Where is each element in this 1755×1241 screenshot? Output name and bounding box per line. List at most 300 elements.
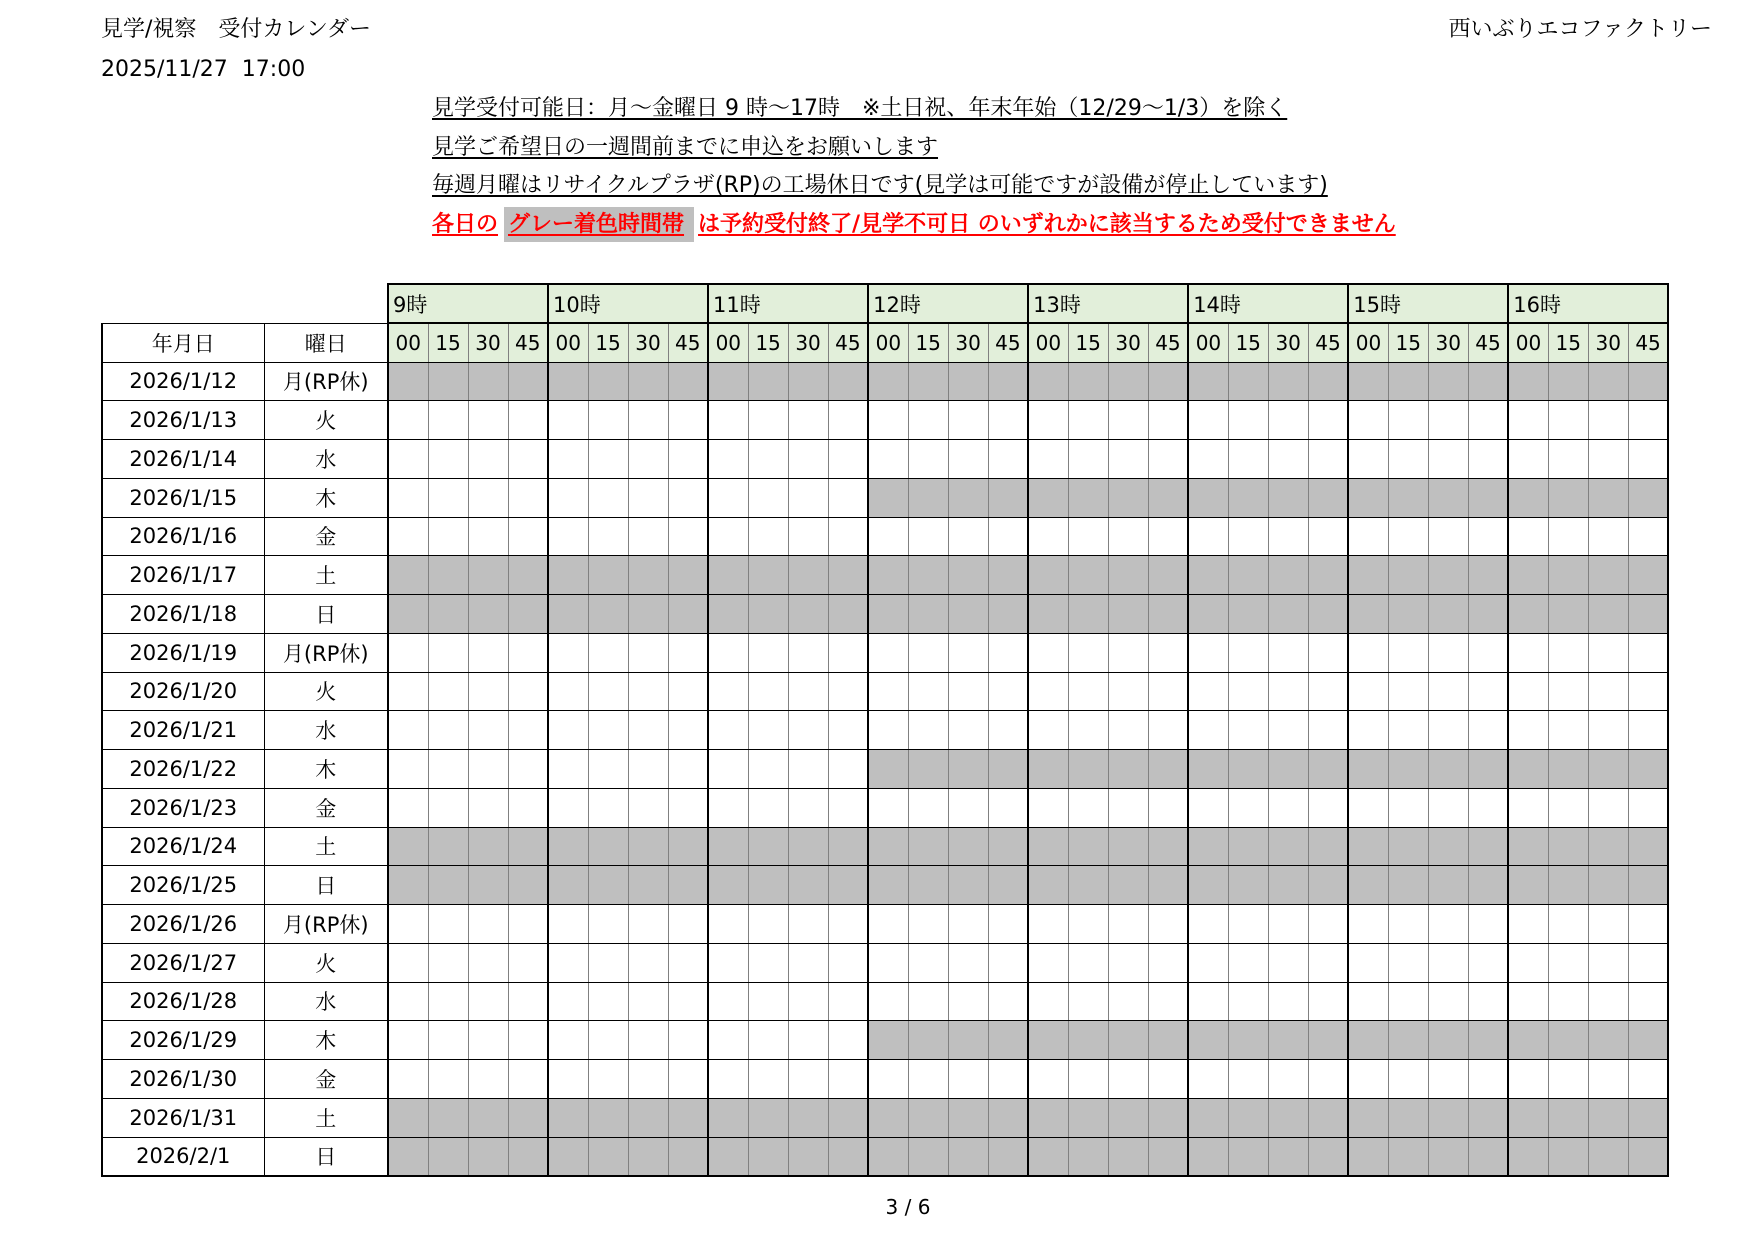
open-time-slot bbox=[948, 982, 988, 1021]
closed-time-slot bbox=[1068, 478, 1108, 517]
closed-time-slot bbox=[1428, 478, 1468, 517]
closed-time-slot bbox=[588, 556, 628, 595]
open-time-slot bbox=[1148, 672, 1188, 711]
open-time-slot bbox=[868, 982, 908, 1021]
closed-time-slot bbox=[1308, 866, 1348, 905]
closed-time-slot bbox=[1188, 1098, 1228, 1137]
closed-time-slot bbox=[1228, 1021, 1268, 1060]
open-time-slot bbox=[828, 905, 868, 944]
closed-time-slot bbox=[788, 1098, 828, 1137]
closed-time-slot bbox=[1148, 750, 1188, 789]
open-time-slot bbox=[748, 633, 788, 672]
open-time-slot bbox=[388, 711, 428, 750]
closed-time-slot bbox=[1588, 1021, 1628, 1060]
open-time-slot bbox=[1468, 517, 1508, 556]
open-time-slot bbox=[1308, 633, 1348, 672]
hour-header: 10時 bbox=[548, 284, 708, 323]
open-time-slot bbox=[668, 905, 708, 944]
closed-time-slot bbox=[1548, 827, 1588, 866]
open-time-slot bbox=[988, 517, 1028, 556]
closed-time-slot bbox=[1388, 827, 1428, 866]
header-spacer bbox=[102, 284, 388, 323]
closed-time-slot bbox=[668, 556, 708, 595]
open-time-slot bbox=[668, 478, 708, 517]
closed-time-slot bbox=[388, 595, 428, 634]
closed-time-slot bbox=[948, 1137, 988, 1176]
open-time-slot bbox=[1588, 633, 1628, 672]
open-time-slot bbox=[508, 905, 548, 944]
notice-line-rp-holiday: 毎週月曜はリサイクルプラザ(RP)の工場休日です(見学は可能ですが設備が停止しています) bbox=[432, 173, 1328, 199]
open-time-slot bbox=[908, 982, 948, 1021]
closed-time-slot bbox=[548, 1098, 588, 1137]
open-time-slot bbox=[748, 1021, 788, 1060]
closed-time-slot bbox=[868, 1137, 908, 1176]
open-time-slot bbox=[468, 788, 508, 827]
open-time-slot bbox=[948, 672, 988, 711]
open-time-slot bbox=[588, 633, 628, 672]
closed-time-slot bbox=[1588, 866, 1628, 905]
open-time-slot bbox=[388, 478, 428, 517]
closed-time-slot bbox=[1628, 1021, 1668, 1060]
open-time-slot bbox=[1228, 788, 1268, 827]
minute-header: 45 bbox=[1628, 323, 1668, 362]
open-time-slot bbox=[868, 905, 908, 944]
date-cell: 2026/1/14 bbox=[102, 440, 264, 479]
open-time-slot bbox=[588, 401, 628, 440]
closed-time-slot bbox=[1188, 362, 1228, 401]
minute-header: 00 bbox=[868, 323, 908, 362]
closed-time-slot bbox=[1548, 556, 1588, 595]
open-time-slot bbox=[468, 517, 508, 556]
open-time-slot bbox=[1148, 943, 1188, 982]
open-time-slot bbox=[748, 672, 788, 711]
closed-time-slot bbox=[868, 866, 908, 905]
open-time-slot bbox=[1188, 943, 1228, 982]
open-time-slot bbox=[1348, 440, 1388, 479]
calendar-row bbox=[102, 1137, 1668, 1176]
reservation-calendar-table bbox=[101, 283, 1669, 1177]
open-time-slot bbox=[1068, 517, 1108, 556]
open-time-slot bbox=[508, 633, 548, 672]
closed-time-slot bbox=[988, 1137, 1028, 1176]
calendar-row bbox=[102, 711, 1668, 750]
weekday-cell: 土 bbox=[264, 556, 388, 595]
open-time-slot bbox=[988, 672, 1028, 711]
closed-time-slot bbox=[1508, 556, 1548, 595]
open-time-slot bbox=[508, 750, 548, 789]
weekday-cell: 火 bbox=[264, 401, 388, 440]
closed-time-slot bbox=[948, 1098, 988, 1137]
closed-time-slot bbox=[1468, 866, 1508, 905]
open-time-slot bbox=[388, 1021, 428, 1060]
minute-header: 15 bbox=[1548, 323, 1588, 362]
open-time-slot bbox=[868, 633, 908, 672]
weekday-cell: 月(RP休) bbox=[264, 905, 388, 944]
open-time-slot bbox=[1268, 943, 1308, 982]
closed-time-slot bbox=[1548, 866, 1588, 905]
open-time-slot bbox=[788, 633, 828, 672]
open-time-slot bbox=[1508, 440, 1548, 479]
open-time-slot bbox=[668, 711, 708, 750]
minute-header: 00 bbox=[1348, 323, 1388, 362]
grey-highlight-label: グレー着色時間帯 bbox=[504, 207, 694, 242]
open-time-slot bbox=[908, 517, 948, 556]
hour-header: 12時 bbox=[868, 284, 1028, 323]
closed-time-slot bbox=[908, 362, 948, 401]
open-time-slot bbox=[828, 478, 868, 517]
open-time-slot bbox=[1628, 982, 1668, 1021]
open-time-slot bbox=[1308, 905, 1348, 944]
open-time-slot bbox=[388, 788, 428, 827]
closed-time-slot bbox=[628, 556, 668, 595]
closed-time-slot bbox=[1108, 1137, 1148, 1176]
open-time-slot bbox=[1348, 788, 1388, 827]
open-time-slot bbox=[988, 633, 1028, 672]
open-time-slot bbox=[668, 633, 708, 672]
minute-header: 15 bbox=[1068, 323, 1108, 362]
open-time-slot bbox=[908, 633, 948, 672]
open-time-slot bbox=[908, 1060, 948, 1099]
open-time-slot bbox=[1428, 905, 1468, 944]
open-time-slot bbox=[1068, 905, 1108, 944]
closed-time-slot bbox=[908, 595, 948, 634]
closed-time-slot bbox=[628, 866, 668, 905]
open-time-slot bbox=[1028, 401, 1068, 440]
hour-header: 16時 bbox=[1508, 284, 1668, 323]
closed-time-slot bbox=[468, 827, 508, 866]
closed-time-slot bbox=[1188, 866, 1228, 905]
closed-time-slot bbox=[868, 750, 908, 789]
open-time-slot bbox=[1308, 788, 1348, 827]
closed-time-slot bbox=[1108, 478, 1148, 517]
closed-time-slot bbox=[1348, 595, 1388, 634]
calendar-row bbox=[102, 556, 1668, 595]
closed-time-slot bbox=[1068, 1098, 1108, 1137]
weekday-cell: 木 bbox=[264, 1021, 388, 1060]
open-time-slot bbox=[1428, 440, 1468, 479]
open-time-slot bbox=[468, 672, 508, 711]
closed-time-slot bbox=[1108, 866, 1148, 905]
open-time-slot bbox=[1028, 943, 1068, 982]
open-time-slot bbox=[548, 672, 588, 711]
open-time-slot bbox=[388, 517, 428, 556]
open-time-slot bbox=[388, 1060, 428, 1099]
open-time-slot bbox=[1508, 788, 1548, 827]
closed-time-slot bbox=[748, 827, 788, 866]
open-time-slot bbox=[1468, 982, 1508, 1021]
open-time-slot bbox=[1148, 905, 1188, 944]
open-time-slot bbox=[1348, 401, 1388, 440]
calendar-row bbox=[102, 672, 1668, 711]
open-time-slot bbox=[1348, 1060, 1388, 1099]
open-time-slot bbox=[788, 478, 828, 517]
open-time-slot bbox=[748, 982, 788, 1021]
open-time-slot bbox=[708, 478, 748, 517]
open-time-slot bbox=[788, 1060, 828, 1099]
open-time-slot bbox=[1228, 982, 1268, 1021]
closed-time-slot bbox=[668, 827, 708, 866]
open-time-slot bbox=[828, 1021, 868, 1060]
open-time-slot bbox=[1028, 672, 1068, 711]
open-time-slot bbox=[1268, 905, 1308, 944]
open-time-slot bbox=[1428, 711, 1468, 750]
open-time-slot bbox=[748, 440, 788, 479]
open-time-slot bbox=[1188, 401, 1228, 440]
closed-time-slot bbox=[1428, 1021, 1468, 1060]
open-time-slot bbox=[788, 750, 828, 789]
open-time-slot bbox=[588, 943, 628, 982]
closed-time-slot bbox=[1028, 362, 1068, 401]
open-time-slot bbox=[548, 905, 588, 944]
open-time-slot bbox=[668, 401, 708, 440]
open-time-slot bbox=[468, 1060, 508, 1099]
open-time-slot bbox=[1508, 711, 1548, 750]
closed-time-slot bbox=[1188, 1137, 1228, 1176]
open-time-slot bbox=[508, 401, 548, 440]
open-time-slot bbox=[1348, 711, 1388, 750]
closed-time-slot bbox=[1148, 478, 1188, 517]
weekday-cell: 火 bbox=[264, 943, 388, 982]
open-time-slot bbox=[508, 517, 548, 556]
closed-time-slot bbox=[1148, 1137, 1188, 1176]
open-time-slot bbox=[748, 788, 788, 827]
open-time-slot bbox=[1188, 711, 1228, 750]
open-time-slot bbox=[1228, 1060, 1268, 1099]
warning-prefix: 各日の bbox=[432, 212, 499, 238]
calendar-row bbox=[102, 478, 1668, 517]
closed-time-slot bbox=[1468, 827, 1508, 866]
date-cell: 2026/1/13 bbox=[102, 401, 264, 440]
weekday-column-header: 曜日 bbox=[264, 323, 388, 362]
open-time-slot bbox=[788, 672, 828, 711]
date-cell: 2026/1/21 bbox=[102, 711, 264, 750]
open-time-slot bbox=[908, 672, 948, 711]
minute-header: 30 bbox=[468, 323, 508, 362]
closed-time-slot bbox=[1028, 750, 1068, 789]
open-time-slot bbox=[1268, 982, 1308, 1021]
closed-time-slot bbox=[1028, 1137, 1068, 1176]
closed-time-slot bbox=[908, 478, 948, 517]
closed-time-slot bbox=[1268, 827, 1308, 866]
open-time-slot bbox=[1388, 788, 1428, 827]
open-time-slot bbox=[1548, 440, 1588, 479]
closed-time-slot bbox=[1388, 478, 1428, 517]
open-time-slot bbox=[668, 517, 708, 556]
open-time-slot bbox=[1228, 440, 1268, 479]
open-time-slot bbox=[1588, 1060, 1628, 1099]
open-time-slot bbox=[388, 633, 428, 672]
calendar-row bbox=[102, 440, 1668, 479]
open-time-slot bbox=[628, 943, 668, 982]
closed-time-slot bbox=[1108, 1098, 1148, 1137]
closed-time-slot bbox=[628, 1098, 668, 1137]
closed-time-slot bbox=[1028, 1021, 1068, 1060]
closed-time-slot bbox=[1388, 595, 1428, 634]
open-time-slot bbox=[1428, 401, 1468, 440]
open-time-slot bbox=[1028, 788, 1068, 827]
closed-time-slot bbox=[1348, 478, 1388, 517]
closed-time-slot bbox=[628, 1137, 668, 1176]
open-time-slot bbox=[468, 1021, 508, 1060]
open-time-slot bbox=[1588, 440, 1628, 479]
closed-time-slot bbox=[428, 362, 468, 401]
open-time-slot bbox=[1628, 517, 1668, 556]
minute-header: 15 bbox=[1228, 323, 1268, 362]
closed-time-slot bbox=[428, 866, 468, 905]
closed-time-slot bbox=[1148, 1021, 1188, 1060]
open-time-slot bbox=[1268, 672, 1308, 711]
open-time-slot bbox=[868, 1060, 908, 1099]
open-time-slot bbox=[1628, 633, 1668, 672]
column-header-row bbox=[102, 323, 1668, 362]
open-time-slot bbox=[428, 517, 468, 556]
open-time-slot bbox=[628, 478, 668, 517]
calendar-row bbox=[102, 982, 1668, 1021]
closed-time-slot bbox=[1268, 866, 1308, 905]
calendar-row bbox=[102, 362, 1668, 401]
open-time-slot bbox=[1068, 943, 1108, 982]
minute-header: 15 bbox=[908, 323, 948, 362]
minute-header: 30 bbox=[1108, 323, 1148, 362]
open-time-slot bbox=[1308, 401, 1348, 440]
open-time-slot bbox=[1388, 1060, 1428, 1099]
weekday-cell: 木 bbox=[264, 750, 388, 789]
closed-time-slot bbox=[1548, 1098, 1588, 1137]
calendar-row bbox=[102, 633, 1668, 672]
open-time-slot bbox=[1388, 982, 1428, 1021]
closed-time-slot bbox=[908, 1021, 948, 1060]
open-time-slot bbox=[1588, 943, 1628, 982]
date-cell: 2026/1/23 bbox=[102, 788, 264, 827]
open-time-slot bbox=[1388, 517, 1428, 556]
open-time-slot bbox=[548, 711, 588, 750]
date-column-header: 年月日 bbox=[102, 323, 264, 362]
open-time-slot bbox=[588, 478, 628, 517]
closed-time-slot bbox=[1588, 1098, 1628, 1137]
open-time-slot bbox=[668, 788, 708, 827]
calendar-row bbox=[102, 517, 1668, 556]
closed-time-slot bbox=[1588, 556, 1628, 595]
open-time-slot bbox=[1188, 788, 1228, 827]
closed-time-slot bbox=[1428, 556, 1468, 595]
open-time-slot bbox=[1028, 633, 1068, 672]
closed-time-slot bbox=[1388, 1021, 1428, 1060]
open-time-slot bbox=[1428, 672, 1468, 711]
closed-time-slot bbox=[388, 1137, 428, 1176]
closed-time-slot bbox=[1348, 556, 1388, 595]
open-time-slot bbox=[1388, 401, 1428, 440]
open-time-slot bbox=[788, 711, 828, 750]
open-time-slot bbox=[748, 517, 788, 556]
open-time-slot bbox=[1628, 711, 1668, 750]
calendar-row bbox=[102, 866, 1668, 905]
closed-time-slot bbox=[1388, 1137, 1428, 1176]
open-time-slot bbox=[1548, 633, 1588, 672]
open-time-slot bbox=[548, 633, 588, 672]
open-time-slot bbox=[708, 401, 748, 440]
open-time-slot bbox=[468, 401, 508, 440]
closed-time-slot bbox=[708, 1098, 748, 1137]
open-time-slot bbox=[428, 750, 468, 789]
open-time-slot bbox=[548, 478, 588, 517]
minute-header: 45 bbox=[1468, 323, 1508, 362]
closed-time-slot bbox=[508, 556, 548, 595]
open-time-slot bbox=[948, 943, 988, 982]
closed-time-slot bbox=[1628, 866, 1668, 905]
open-time-slot bbox=[1548, 1060, 1588, 1099]
open-time-slot bbox=[428, 478, 468, 517]
open-time-slot bbox=[1388, 440, 1428, 479]
open-time-slot bbox=[1108, 672, 1148, 711]
open-time-slot bbox=[388, 905, 428, 944]
open-time-slot bbox=[988, 943, 1028, 982]
open-time-slot bbox=[948, 440, 988, 479]
open-time-slot bbox=[708, 1021, 748, 1060]
closed-time-slot bbox=[1628, 750, 1668, 789]
closed-time-slot bbox=[468, 362, 508, 401]
open-time-slot bbox=[428, 672, 468, 711]
closed-time-slot bbox=[1108, 827, 1148, 866]
date-cell: 2026/1/22 bbox=[102, 750, 264, 789]
open-time-slot bbox=[628, 440, 668, 479]
open-time-slot bbox=[588, 517, 628, 556]
closed-time-slot bbox=[1508, 827, 1548, 866]
closed-time-slot bbox=[1548, 362, 1588, 401]
weekday-cell: 水 bbox=[264, 711, 388, 750]
open-time-slot bbox=[1268, 440, 1308, 479]
open-time-slot bbox=[428, 905, 468, 944]
open-time-slot bbox=[1028, 440, 1068, 479]
closed-time-slot bbox=[868, 1021, 908, 1060]
closed-time-slot bbox=[548, 827, 588, 866]
open-time-slot bbox=[668, 982, 708, 1021]
closed-time-slot bbox=[948, 1021, 988, 1060]
open-time-slot bbox=[828, 788, 868, 827]
closed-time-slot bbox=[1068, 595, 1108, 634]
closed-time-slot bbox=[1228, 478, 1268, 517]
open-time-slot bbox=[1108, 788, 1148, 827]
open-time-slot bbox=[868, 440, 908, 479]
closed-time-slot bbox=[1468, 1098, 1508, 1137]
date-cell: 2026/1/19 bbox=[102, 633, 264, 672]
open-time-slot bbox=[1628, 672, 1668, 711]
open-time-slot bbox=[1588, 711, 1628, 750]
page-title: 見学/視察 受付カレンダー bbox=[101, 17, 371, 42]
closed-time-slot bbox=[1348, 866, 1388, 905]
closed-time-slot bbox=[1028, 556, 1068, 595]
closed-time-slot bbox=[828, 362, 868, 401]
closed-time-slot bbox=[508, 595, 548, 634]
open-time-slot bbox=[828, 711, 868, 750]
open-time-slot bbox=[1308, 982, 1348, 1021]
open-time-slot bbox=[1228, 517, 1268, 556]
open-time-slot bbox=[868, 943, 908, 982]
open-time-slot bbox=[988, 1060, 1028, 1099]
open-time-slot bbox=[548, 788, 588, 827]
warning-suffix: は予約受付終了/見学不可日 のいずれかに該当するため受付できません bbox=[698, 212, 1396, 238]
open-time-slot bbox=[428, 982, 468, 1021]
closed-time-slot bbox=[988, 362, 1028, 401]
open-time-slot bbox=[1228, 401, 1268, 440]
open-time-slot bbox=[1028, 711, 1068, 750]
open-time-slot bbox=[1068, 401, 1108, 440]
open-time-slot bbox=[708, 440, 748, 479]
weekday-cell: 金 bbox=[264, 1060, 388, 1099]
open-time-slot bbox=[828, 750, 868, 789]
open-time-slot bbox=[508, 1021, 548, 1060]
closed-time-slot bbox=[388, 827, 428, 866]
closed-time-slot bbox=[708, 556, 748, 595]
